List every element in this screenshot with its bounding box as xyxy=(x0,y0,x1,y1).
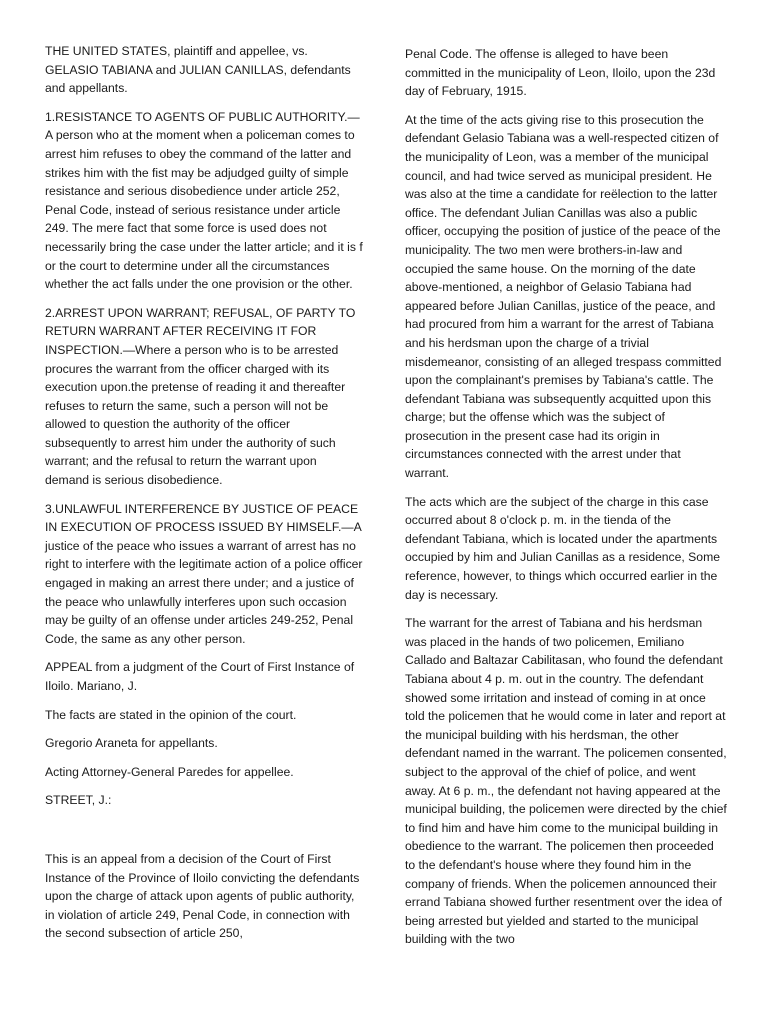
left-column xyxy=(45,42,363,953)
opinion-paragraph-4: The warrant for the arrest of Tabiana and his herdsman was placed in the hands of two policemen, Emiliano Callado and Baltazar Cabilitasan, who found the defendant Tabiana about 4 p. m. out in the country. The defendant showed some irritation and instead of coming in at once told the policemen that he would come in later and report at the municipal building with his herdsman, the other defendant named in the warrant. The policemen consented, subject to the approval of the chief of police, and went away. At 6 p. m., the defendant not having appeared at the municipal building, the policemen were directed by the chief to find him and have him come to the municipal building in obedience to the warrant. The policemen then proceeded to the defendant's house where they found him in the company of friends. When the policemen announced their errand Tabiana showed further resentment over the idea of being arrested but yielded and started to the municipal building with the two xyxy=(405,616,727,947)
case-caption: THE UNITED STATES, plaintiff and appellee, vs. GELASIO TABIANA and JULIAN CANILLAS, defendants and appellants. xyxy=(45,44,351,96)
opinion-paragraph-3: The acts which are the subject of the charge in this case occurred about 8 o'clock p. m. in the tienda of the defendant Tabiana, which is located under the apartments occupied by him and Julian Canillas as a residence, Some reference, however, to things which occurred earlier in the day is necessary. xyxy=(405,494,721,602)
syllabus-paragraph-1: 1.RESISTANCE TO AGENTS OF PUBLIC AUTHORITY.—A person who at the moment when a policeman comes to arrest him refuses to obey the command of the latter and strikes him with the fist may be adjudged guilty of simple resistance and serious disobedience under article 252, Penal Code, instead of serious resistance under article 249. The mere fact that some force is used does not necessarily bring the case under the latter article; and it is f or the court to determine under all the circumstances whether the act falls under the one provision or the other. xyxy=(45,109,363,292)
ponente: STREET, J.: xyxy=(45,793,112,808)
counsel-appellants: Gregorio Araneta for appellants. xyxy=(45,736,218,751)
opinion-opening-paragraph: This is an appeal from a decision of the Court of First Instance of the Province of Iloilo convicting the defendants upon the charge of attack upon agents of public authority, in violation of article 249, Penal Code, in connection with the second subsection of article 250, xyxy=(45,851,360,941)
section-gap xyxy=(45,820,363,850)
appeal-line: APPEAL from a judgment of the Court of First Instance of Iloilo. Mariano, J. xyxy=(45,660,355,693)
right-column xyxy=(405,45,727,959)
facts-note: The facts are stated in the opinion of the court. xyxy=(45,707,297,722)
syllabus-paragraph-2: 2.ARREST UPON WARRANT; REFUSAL, OF PARTY TO RETURN WARRANT AFTER RECEIVING IT FOR INSPECTION.—Where a person who is to be arrested procures the warrant from the officer charged with its execution upon.the pretense of reading it and thereafter refuses to return the same, such a person will not be allowed to question the authority of the officer subsequently to arrest him under the authority of such warrant; and the refusal to return the warrant upon demand is serious disobedience. xyxy=(45,305,356,488)
opinion-continuation: Penal Code. The offense is alleged to have been committed in the municipality of Leon, Iloilo, upon the 23d day of February, 1915. xyxy=(405,47,716,99)
opinion-paragraph-2: At the time of the acts giving rise to this prosecution the defendant Gelasio Tabiana was a well-respected citizen of the municipality of Leon, was a member of the municipal council, and had twice served as municipal president. He was also at the time a candidate for reëlection to the latter office. The defendant Julian Canillas was also a public officer, occupying the position of justice of the peace of the municipality. The two men were brothers-in-law and occupied the same house. On the morning of the date above-mentioned, a neighbor of Gelasio Tabiana had appeared before Julian Canillas, justice of the peace, and had procured from him a warrant for the arrest of Tabiana and his herdsman upon the charge of a trivial misdemeanor, consisting of an alleged trespass committed upon the complainant's premises by Tabiana's cattle. The defendant Tabiana was subsequently acquitted upon this charge; but the offense which was the subject of prosecution in the present case had its origin in circumstances connected with the arrest under that warrant. xyxy=(405,112,722,481)
syllabus-paragraph-3: 3.UNLAWFUL INTERFERENCE BY JUSTICE OF PEACE IN EXECUTION OF PROCESS ISSUED BY HIMSELF.—A justice of the peace who issues a warrant of arrest has no right to interfere with the legitimate action of a police officer engaged in making an arrest there under; and a justice of the peace who unlawfully interferes upon such occasion may be guilty of an offense under articles 249-252, Penal Code, the same as any other person. xyxy=(45,501,363,646)
counsel-appellee: Acting Attorney-General Paredes for appellee. xyxy=(45,764,294,779)
